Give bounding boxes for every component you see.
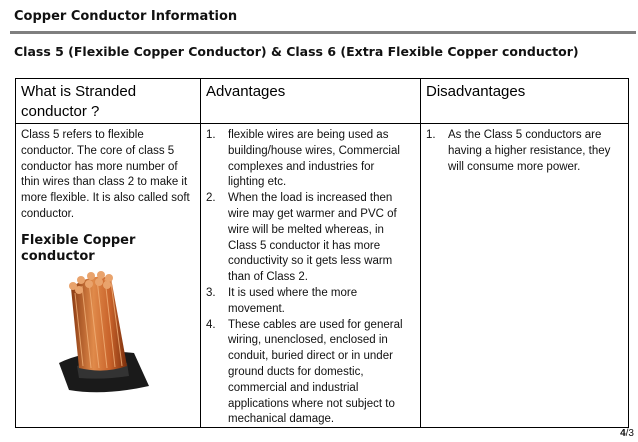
page-total: /3	[625, 428, 634, 439]
list-number: 1.	[426, 129, 436, 141]
column-divider-1	[200, 79, 201, 427]
list-item	[206, 128, 414, 191]
list-item	[206, 318, 414, 429]
list-item	[206, 191, 414, 286]
list-number: 2.	[206, 192, 216, 205]
header-divider	[10, 31, 636, 34]
stranded-description-cell	[21, 128, 199, 398]
page-header-title: Copper Conductor Information	[14, 9, 238, 24]
list-number: 1.	[206, 129, 216, 141]
list-text: flexible wires are being used as building/house wires, Commercial complexes and industries for lighting etc.	[228, 129, 400, 189]
list-item	[426, 128, 622, 175]
page-number	[620, 428, 634, 439]
list-text: These cables are used for general wiring, unenclosed, enclosed in conduit, buried direct or in under ground ducts for domestic, commercial and industrial applications where not subject to mechanical damage.	[228, 318, 403, 426]
list-item	[206, 286, 414, 318]
list-number: 4.	[206, 318, 216, 331]
page-current: 4	[620, 428, 626, 439]
column-divider-2	[420, 79, 421, 427]
disadvantages-list	[426, 128, 622, 175]
list-text: It is used where the more movement.	[228, 286, 358, 315]
advantages-list	[206, 128, 414, 428]
column-header-stranded: What is Stranded conductor ?	[21, 83, 137, 120]
column-header-advantages: Advantages	[206, 83, 286, 100]
list-text: As the Class 5 conductors are having a higher resistance, they will consume more power.	[448, 129, 611, 173]
list-number: 3.	[206, 286, 216, 299]
stranded-description: Class 5 refers to flexible conductor. The core of class 5 conductor has more number of thin wires than class 2 to make it more flexible. It is also called soft conductor.	[21, 129, 190, 220]
list-text: When the load is increased then wire may get warmer and PVC of wire will be melted whereas, in Class 5 conductor it has more conductivity so it gets less warm than of Class 2.	[228, 192, 397, 284]
image-caption: Flexible Copper conductor	[21, 232, 136, 264]
section-subtitle: Class 5 (Flexible Copper Conductor) & Class 6 (Extra Flexible Copper conductor)	[14, 44, 579, 59]
copper-wire-image	[49, 268, 159, 398]
header-row-divider	[16, 123, 628, 124]
column-header-disadvantages: Disadvantages	[426, 83, 526, 100]
info-table	[15, 78, 629, 428]
